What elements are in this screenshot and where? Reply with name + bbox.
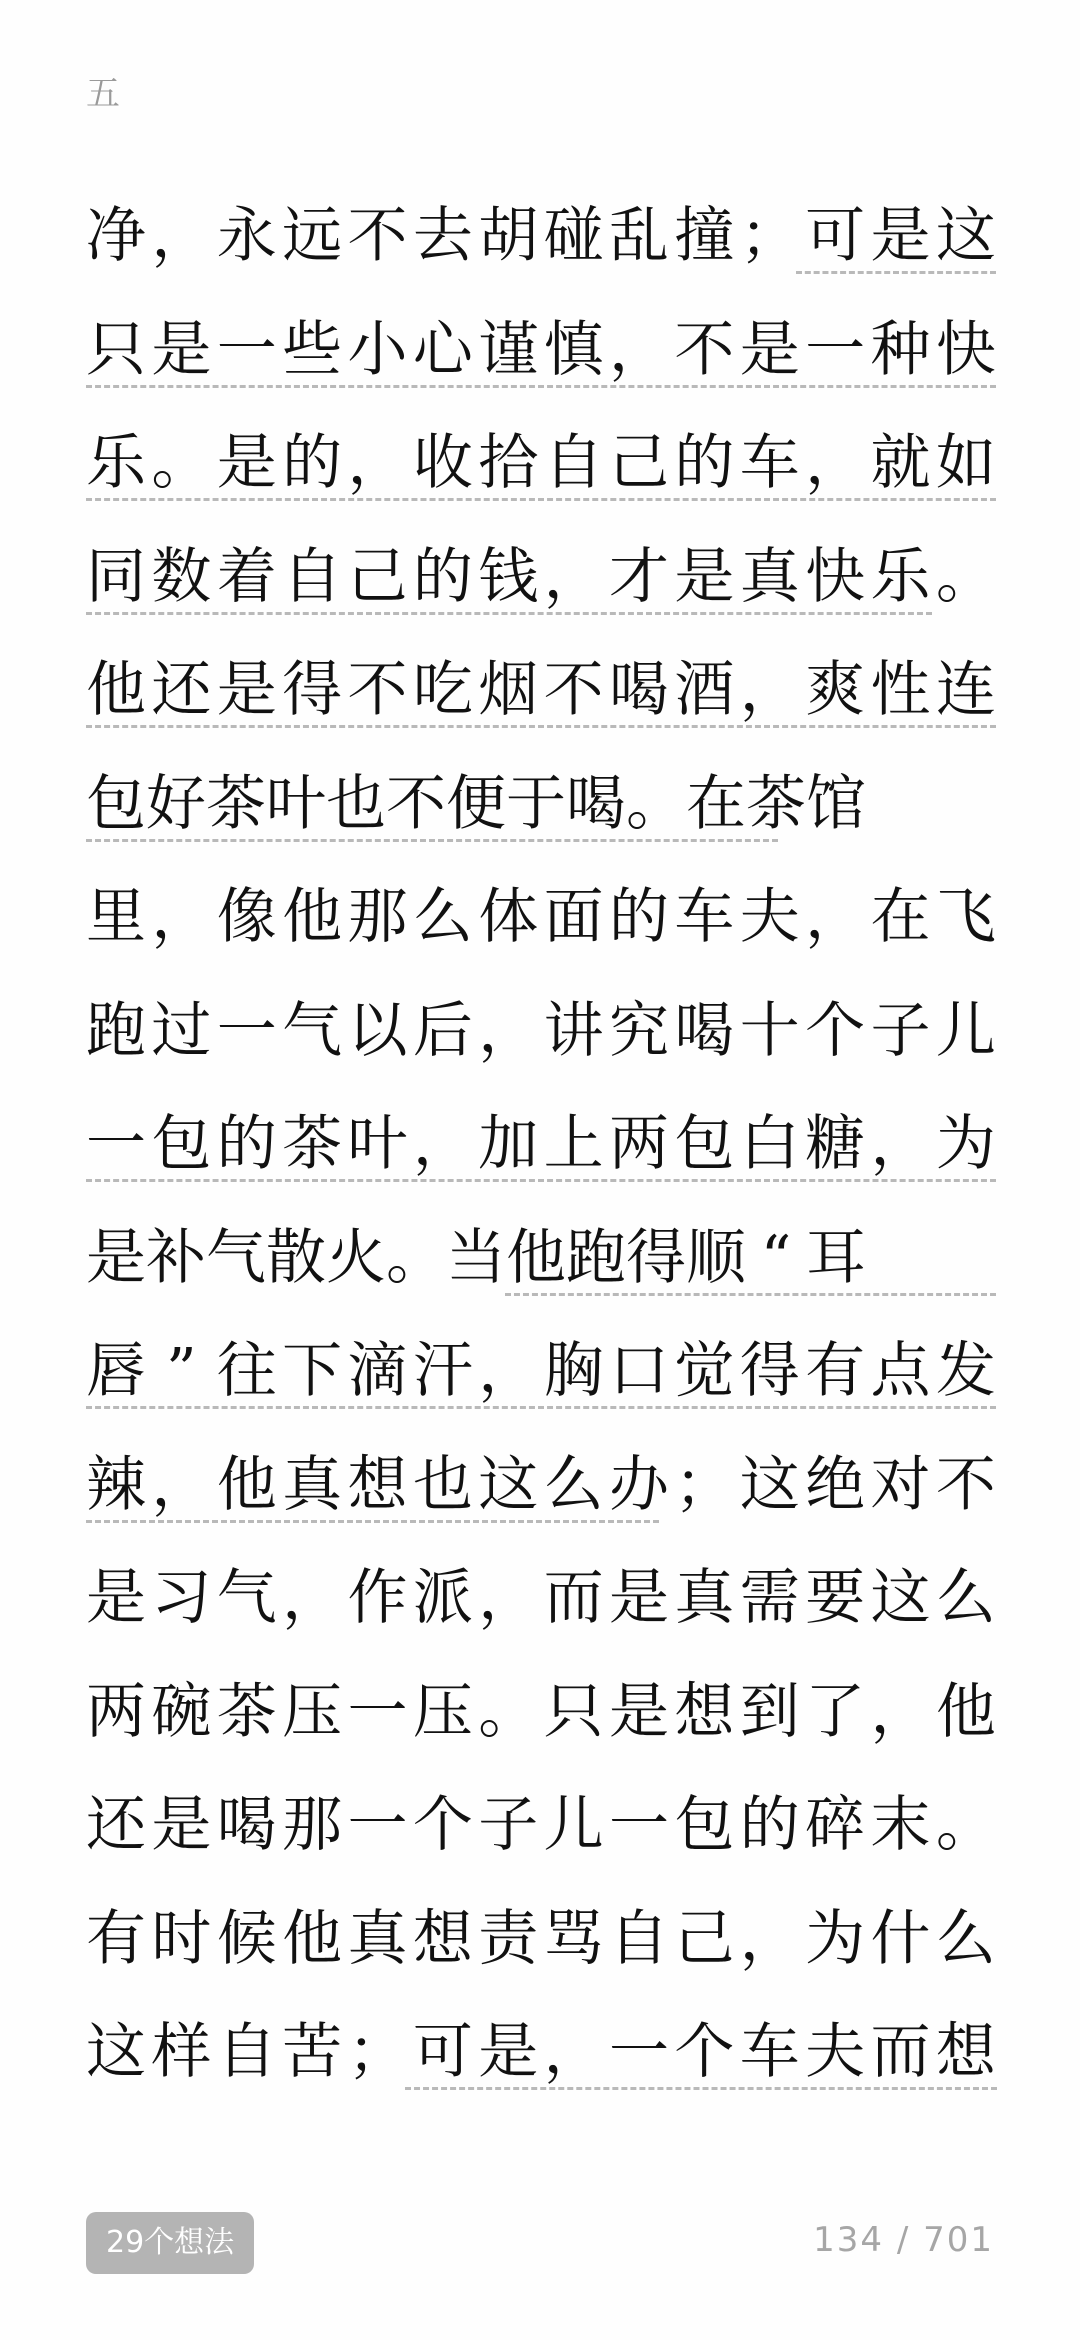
highlight-underline[interactable] — [86, 612, 932, 615]
text-line[interactable] — [86, 1432, 996, 1546]
text-line[interactable] — [86, 637, 996, 751]
highlight-underline[interactable] — [86, 1179, 996, 1182]
text-line-content: 辣 ， 他 真 想 也 这 么 办 ； 这 绝 对 不 — [86, 1449, 996, 1520]
page-indicator: 134 / 701 — [813, 2220, 994, 2260]
text-line[interactable] — [86, 751, 996, 865]
text-line-content: 是 补 气 散 火 。 当 他 跑 得 顺 “ 耳 — [86, 1222, 866, 1293]
text-line-content: 里 ， 像 他 那 么 体 面 的 车 夫 ， 在 飞 — [86, 882, 996, 952]
highlight-underline[interactable] — [86, 385, 996, 388]
highlight-underline[interactable] — [405, 2087, 997, 2090]
text-line[interactable] — [86, 1999, 996, 2113]
text-line-content: 只 是 一 些 小 心 谨 慎 ， 不 是 一 种 快 — [86, 314, 996, 385]
text-line-content: 一 包 的 茶 叶 ， 加 上 两 包 白 糖 ， 为 — [86, 1109, 996, 1179]
text-line[interactable] — [86, 1886, 996, 2000]
text-line[interactable] — [86, 1545, 996, 1659]
text-line-content: 包 好 茶 叶 也 不 便 于 喝 。 在 茶 馆 — [86, 768, 866, 839]
highlight-underline[interactable] — [86, 498, 996, 501]
text-line-content: 同 数 着 自 己 的 钱 ， 才 是 真 快 乐 。 — [86, 541, 996, 612]
text-line[interactable] — [86, 1091, 996, 1205]
highlight-underline[interactable] — [86, 1520, 659, 1523]
highlight-underline[interactable] — [86, 839, 778, 842]
text-line[interactable] — [86, 410, 996, 524]
thoughts-button[interactable]: 29个想法 — [86, 2212, 254, 2274]
text-line[interactable] — [86, 1659, 996, 1773]
text-line-content: 唇 ” 往 下 滴 汗 ， 胸 口 觉 得 有 点 发 — [86, 1336, 996, 1406]
text-line-content: 还 是 喝 那 一 个 子 儿 一 包 的 碎 末 。 — [86, 1790, 996, 1860]
text-line-content: 是 习 气 ， 作 派 ， 而 是 真 需 要 这 么 — [86, 1563, 996, 1633]
text-line[interactable] — [86, 978, 996, 1092]
text-line[interactable] — [86, 183, 996, 297]
text-line[interactable] — [86, 1318, 996, 1432]
text-line-content: 有 时 候 他 真 想 责 骂 自 己 ， 为 什 么 — [86, 1903, 996, 1974]
chapter-title: 五 — [86, 74, 122, 114]
text-line-content: 他 还 是 得 不 吃 烟 不 喝 酒 ， 爽 性 连 — [86, 655, 996, 725]
text-line[interactable] — [86, 524, 996, 638]
reader-footer — [86, 2212, 994, 2276]
text-line-content: 两 碗 茶 压 一 压 。 只 是 想 到 了 ， 他 — [86, 1676, 996, 1747]
highlight-underline[interactable] — [86, 725, 996, 728]
text-line[interactable] — [86, 297, 996, 411]
highlight-underline[interactable] — [796, 271, 996, 274]
text-line-content: 这 样 自 苦 ； 可 是 ， 一 个 车 夫 而 想 — [86, 2017, 996, 2087]
reader-text-body — [86, 183, 996, 2113]
text-line[interactable] — [86, 1772, 996, 1886]
text-line-content: 跑 过 一 气 以 后 ， 讲 究 喝 十 个 子 儿 — [86, 995, 996, 1066]
highlight-underline[interactable] — [505, 1293, 996, 1296]
highlight-underline[interactable] — [86, 1406, 996, 1409]
text-line-content: 乐 。 是 的 ， 收 拾 自 己 的 车 ， 就 如 — [86, 428, 996, 498]
text-line[interactable] — [86, 1205, 996, 1319]
text-line-content: 净 ， 永 远 不 去 胡 碰 乱 撞 ； 可 是 这 — [86, 201, 996, 271]
text-line[interactable] — [86, 864, 996, 978]
